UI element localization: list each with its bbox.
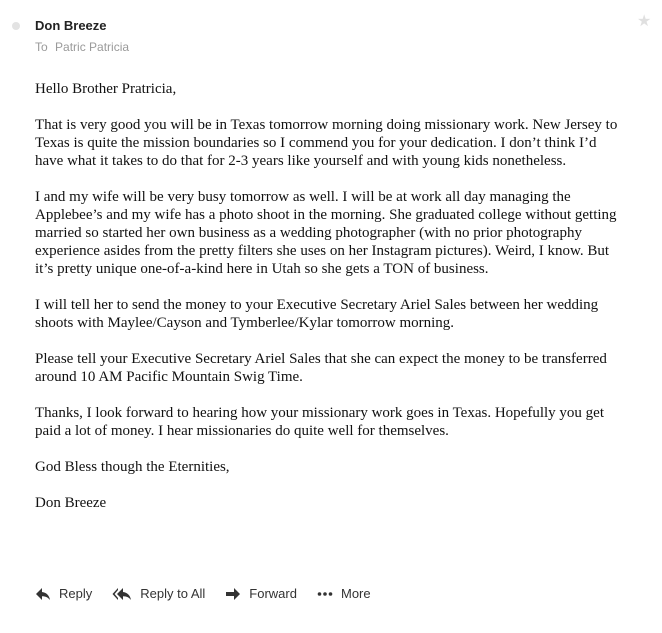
reply-all-label: Reply to All <box>140 586 206 601</box>
to-label: To <box>35 40 48 54</box>
message-paragraph: I and my wife will be very busy tomorrow as well. I will be at work all day managing the Applebee’s and my wife has a photo shoot in the morning. She graduated college without getting married so started her own business as a wedding photographer (with no prior photography experience asides from the pretty filters she uses on her Instagram pictures). Weird, I know. But it’s pretty unique one-of-a-kind here in Utah so she gets a TON of business. <box>35 189 617 277</box>
message-actions <box>35 584 391 604</box>
recipient-name[interactable]: Patric Patricia <box>55 40 130 54</box>
reply-all-button[interactable] <box>112 584 205 604</box>
reply-button[interactable] <box>35 584 92 604</box>
forward-label: Forward <box>249 586 297 601</box>
more-button[interactable] <box>317 584 371 604</box>
sender-name: Don Breeze <box>35 18 107 33</box>
reply-label: Reply <box>59 586 93 601</box>
message-signature: Don Breeze <box>35 495 107 511</box>
message-paragraph: Please tell your Executive Secretary Ariel Sales that she can expect the money to be transferred around 10 AM Pacific Mountain Swig Time. <box>35 351 607 385</box>
unread-dot-icon[interactable] <box>12 22 20 30</box>
recipient-line <box>35 40 129 54</box>
star-icon[interactable]: ★ <box>637 13 652 30</box>
reply-all-arrow-icon <box>112 587 132 601</box>
reply-arrow-icon <box>35 587 51 601</box>
message-paragraph: God Bless though the Eternities, <box>35 459 230 475</box>
message-paragraph: That is very good you will be in Texas tomorrow morning doing missionary work. New Jersey to Texas is quite the mission boundaries so I commend you for your dedication. I don’t think I’d have what it takes to do that for 2-3 years like yourself and with young kids nonetheless. <box>35 117 618 169</box>
forward-button[interactable] <box>225 584 297 604</box>
message-paragraph: I will tell her to send the money to your Executive Secretary Ariel Sales between her wedding shoots with Maylee/Cayson and Tymberlee/Kylar tomorrow morning. <box>35 297 599 331</box>
message-paragraph: Thanks, I look forward to hearing how your missionary work goes in Texas. Hopefully you get paid a lot of money. I hear missionaries do quite well for themselves. <box>35 405 604 439</box>
ellipsis-icon <box>317 587 333 601</box>
more-label: More <box>340 586 371 601</box>
forward-arrow-icon <box>225 587 241 601</box>
message-body <box>35 80 625 530</box>
message-paragraph: Hello Brother Pratricia, <box>35 81 177 97</box>
